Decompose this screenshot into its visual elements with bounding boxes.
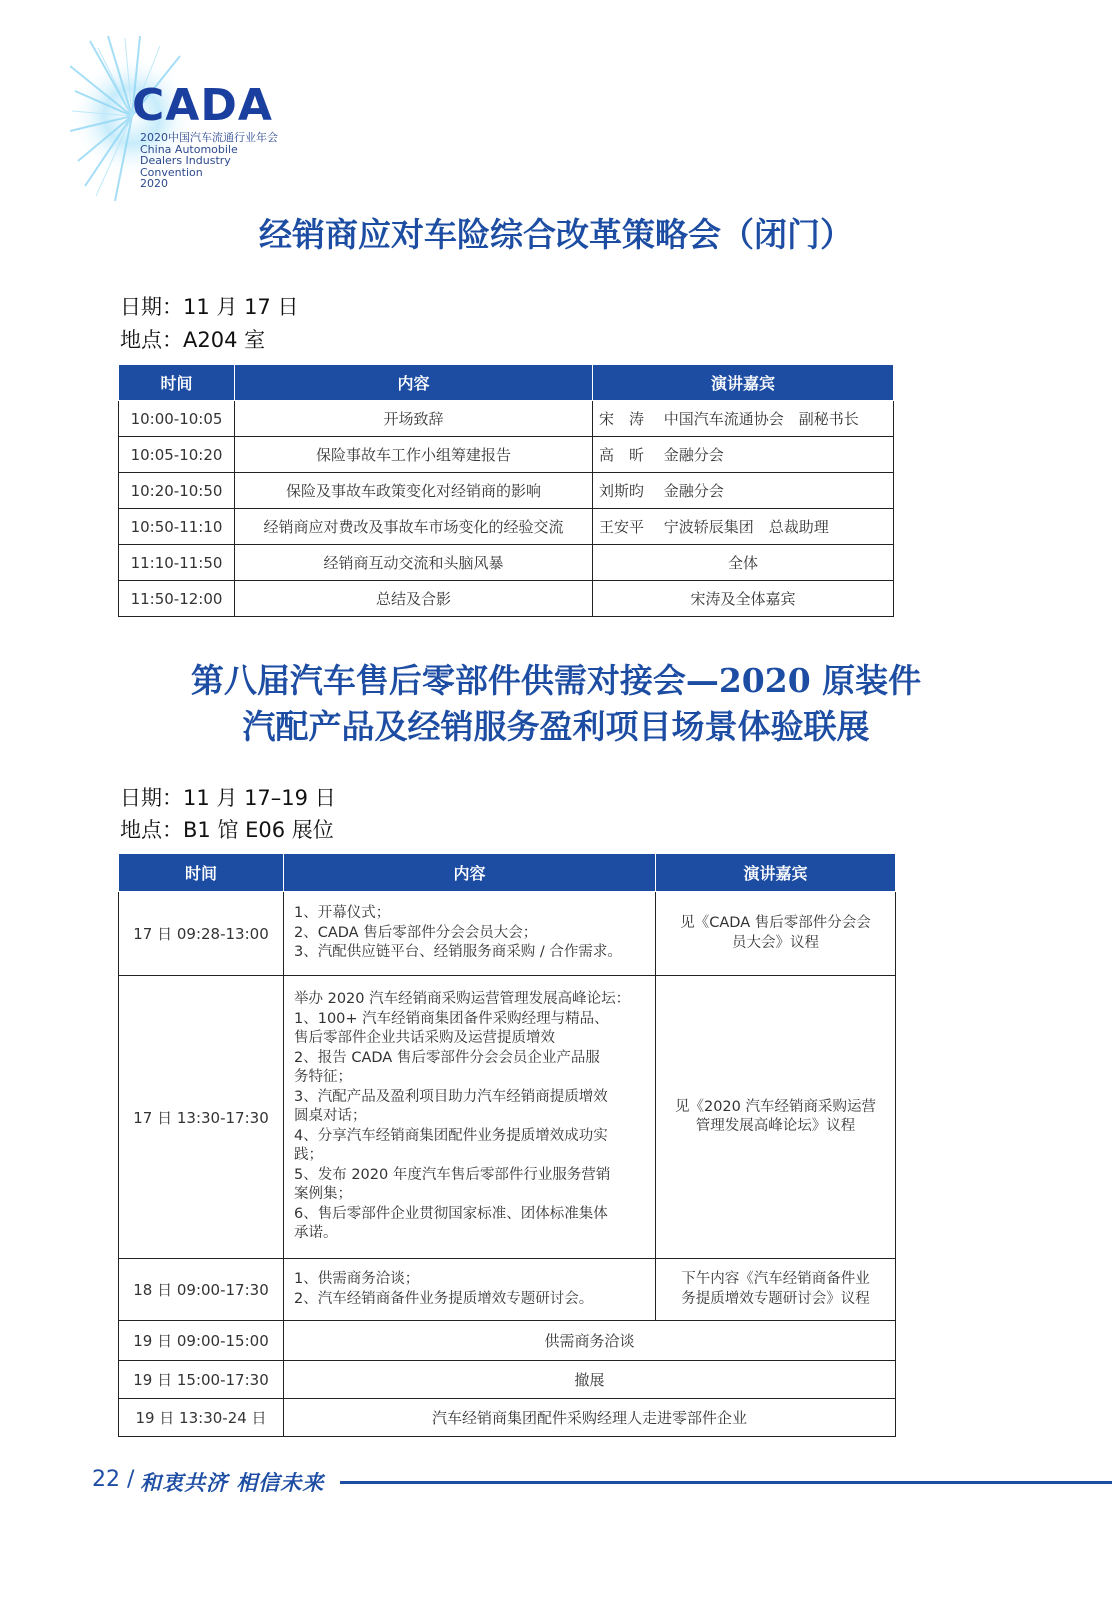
row-content: 保险事故车工作小组筹建报告 [235, 437, 593, 473]
header-content: 内容 [235, 365, 593, 401]
row-speaker [656, 1259, 896, 1321]
content-line: 践； [294, 1147, 323, 1164]
content-line: 1、100+ 汽车经销商集团备件采购经理与精品、 [294, 1010, 609, 1027]
row-content: 汽车经销商集团配件采购经理人走进零部件企业 [284, 1399, 896, 1437]
content-line: 6、售后零部件企业贯彻国家标准、团体标准集体 [294, 1205, 608, 1222]
section2-location: 地点：B1 馆 E06 展位 [120, 818, 334, 842]
row-time: 19 日 15:00-17:30 [119, 1361, 284, 1399]
speaker-line: 管理发展高峰论坛》议程 [695, 1118, 856, 1134]
row-time: 10:00-10:05 [119, 401, 235, 437]
row-time: 19 日 09:00-15:00 [119, 1321, 284, 1361]
row-time: 10:50-11:10 [119, 509, 235, 545]
content-line: 2、CADA 售后零部件分会会员大会； [294, 924, 538, 941]
table-row [119, 401, 894, 437]
content-line: 1、开幕仪式； [294, 905, 391, 922]
content-line: 2、汽车经销商备件业务提质增效专题研讨会。 [294, 1290, 594, 1307]
row-time: 11:10-11:50 [119, 545, 235, 581]
logo-line: 2020 [140, 177, 168, 190]
row-speaker [656, 976, 896, 1259]
content-line: 3、汽配供应链平台、经销服务商采购 / 合作需求。 [294, 944, 622, 961]
header-time: 时间 [119, 365, 235, 401]
row-time: 19 日 13:30-24 日 [119, 1399, 284, 1437]
row-content: 总结及合影 [235, 581, 593, 617]
logo-wordmark: CADA [132, 80, 273, 131]
logo-caption [140, 132, 278, 190]
table-row [119, 892, 896, 976]
logo-line: Convention [140, 165, 203, 179]
speaker-line: 员大会》议程 [732, 934, 819, 951]
row-time: 10:20-10:50 [119, 473, 235, 509]
table-row [119, 1259, 896, 1321]
row-speaker: 高 昕 金融分会 [593, 437, 894, 473]
content-line: 圆桌对话； [294, 1108, 367, 1125]
row-speaker: 宋 涛 中国汽车流通协会 副秘书长 [593, 401, 894, 437]
table-row [119, 1399, 896, 1437]
speaker-line: 见《CADA 售后零部件分会会 [680, 915, 871, 931]
section1-date: 日期：11 月 17 日 [120, 295, 299, 319]
row-content: 撤展 [284, 1361, 896, 1399]
cada-logo [70, 36, 320, 206]
content-line: 务特征； [294, 1069, 352, 1086]
content-line: 承诺。 [294, 1225, 338, 1242]
table-row [119, 1321, 896, 1361]
row-content [284, 976, 656, 1259]
row-time: 17 日 13:30-17:30 [119, 976, 284, 1259]
content-line: 5、发布 2020 年度汽车售后零部件行业服务营销 [294, 1166, 611, 1183]
section1-location: 地点：A204 室 [120, 328, 266, 352]
table-row [119, 437, 894, 473]
row-content: 供需商务洽谈 [284, 1321, 896, 1361]
table-row [119, 473, 894, 509]
content-line: 举办 2020 汽车经销商采购运营管理发展高峰论坛： [294, 991, 631, 1008]
row-content: 经销商互动交流和头脑风暴 [235, 545, 593, 581]
content-line: 售后零部件企业共话采购及运营提质增效 [294, 1030, 555, 1047]
table-row [119, 545, 894, 581]
section2-title-line1: 第八届汽车售后零部件供需对接会—2020 原装件 [190, 661, 922, 700]
row-speaker: 全体 [593, 545, 894, 581]
row-speaker: 王安平 宁波轿辰集团 总裁助理 [593, 509, 894, 545]
section1-title: 经销商应对车险综合改革策略会（闭门） [259, 215, 853, 254]
section2-title-line2: 汽配产品及经销服务盈利项目场景体验联展 [242, 707, 870, 746]
table-row [119, 976, 896, 1259]
speaker-line: 下午内容《汽车经销商备件业 [681, 1271, 870, 1287]
page-number: 22 / [92, 1467, 135, 1492]
section1-table [118, 364, 894, 617]
header-speaker: 演讲嘉宾 [656, 854, 896, 892]
table-row [119, 509, 894, 545]
row-content [284, 1259, 656, 1321]
footer-slogan: 和衷共济 相信未来 [140, 1471, 325, 1495]
section2-table [118, 853, 896, 1437]
row-content [284, 892, 656, 976]
logo-line: Dealers Industry [140, 154, 231, 167]
row-content: 保险及事故车政策变化对经销商的影响 [235, 473, 593, 509]
header-time: 时间 [119, 854, 284, 892]
row-speaker: 宋涛及全体嘉宾 [593, 581, 894, 617]
section2-date: 日期：11 月 17–19 日 [120, 786, 336, 810]
table-header-row [119, 854, 896, 892]
row-time: 11:50-12:00 [119, 581, 235, 617]
table-row [119, 1361, 896, 1399]
row-speaker: 刘斯昀 金融分会 [593, 473, 894, 509]
row-speaker [656, 892, 896, 976]
footer-divider [340, 1481, 1112, 1484]
header-content: 内容 [284, 854, 656, 892]
content-line: 4、分享汽车经销商集团配件业务提质增效成功实 [294, 1127, 608, 1144]
content-line: 3、汽配产品及盈利项目助力汽车经销商提质增效 [294, 1088, 608, 1105]
row-content: 开场致辞 [235, 401, 593, 437]
page-footer [92, 1465, 1112, 1501]
row-time: 18 日 09:00-17:30 [119, 1259, 284, 1321]
table-header-row [119, 365, 894, 401]
logo-line: 2020中国汽车流通行业年会 [140, 131, 278, 144]
content-line: 2、报告 CADA 售后零部件分会会员企业产品服 [294, 1049, 600, 1066]
header-speaker: 演讲嘉宾 [593, 365, 894, 401]
row-time: 10:05-10:20 [119, 437, 235, 473]
table-row [119, 581, 894, 617]
row-content: 经销商应对费改及事故车市场变化的经验交流 [235, 509, 593, 545]
content-line: 案例集； [294, 1186, 352, 1203]
row-time: 17 日 09:28-13:00 [119, 892, 284, 976]
speaker-line: 务提质增效专题研讨会》议程 [681, 1290, 870, 1307]
speaker-line: 见《2020 汽车经销商采购运营 [674, 1098, 876, 1115]
content-line: 1、供需商务洽谈； [294, 1271, 420, 1287]
logo-line: China Automobile [140, 142, 238, 156]
